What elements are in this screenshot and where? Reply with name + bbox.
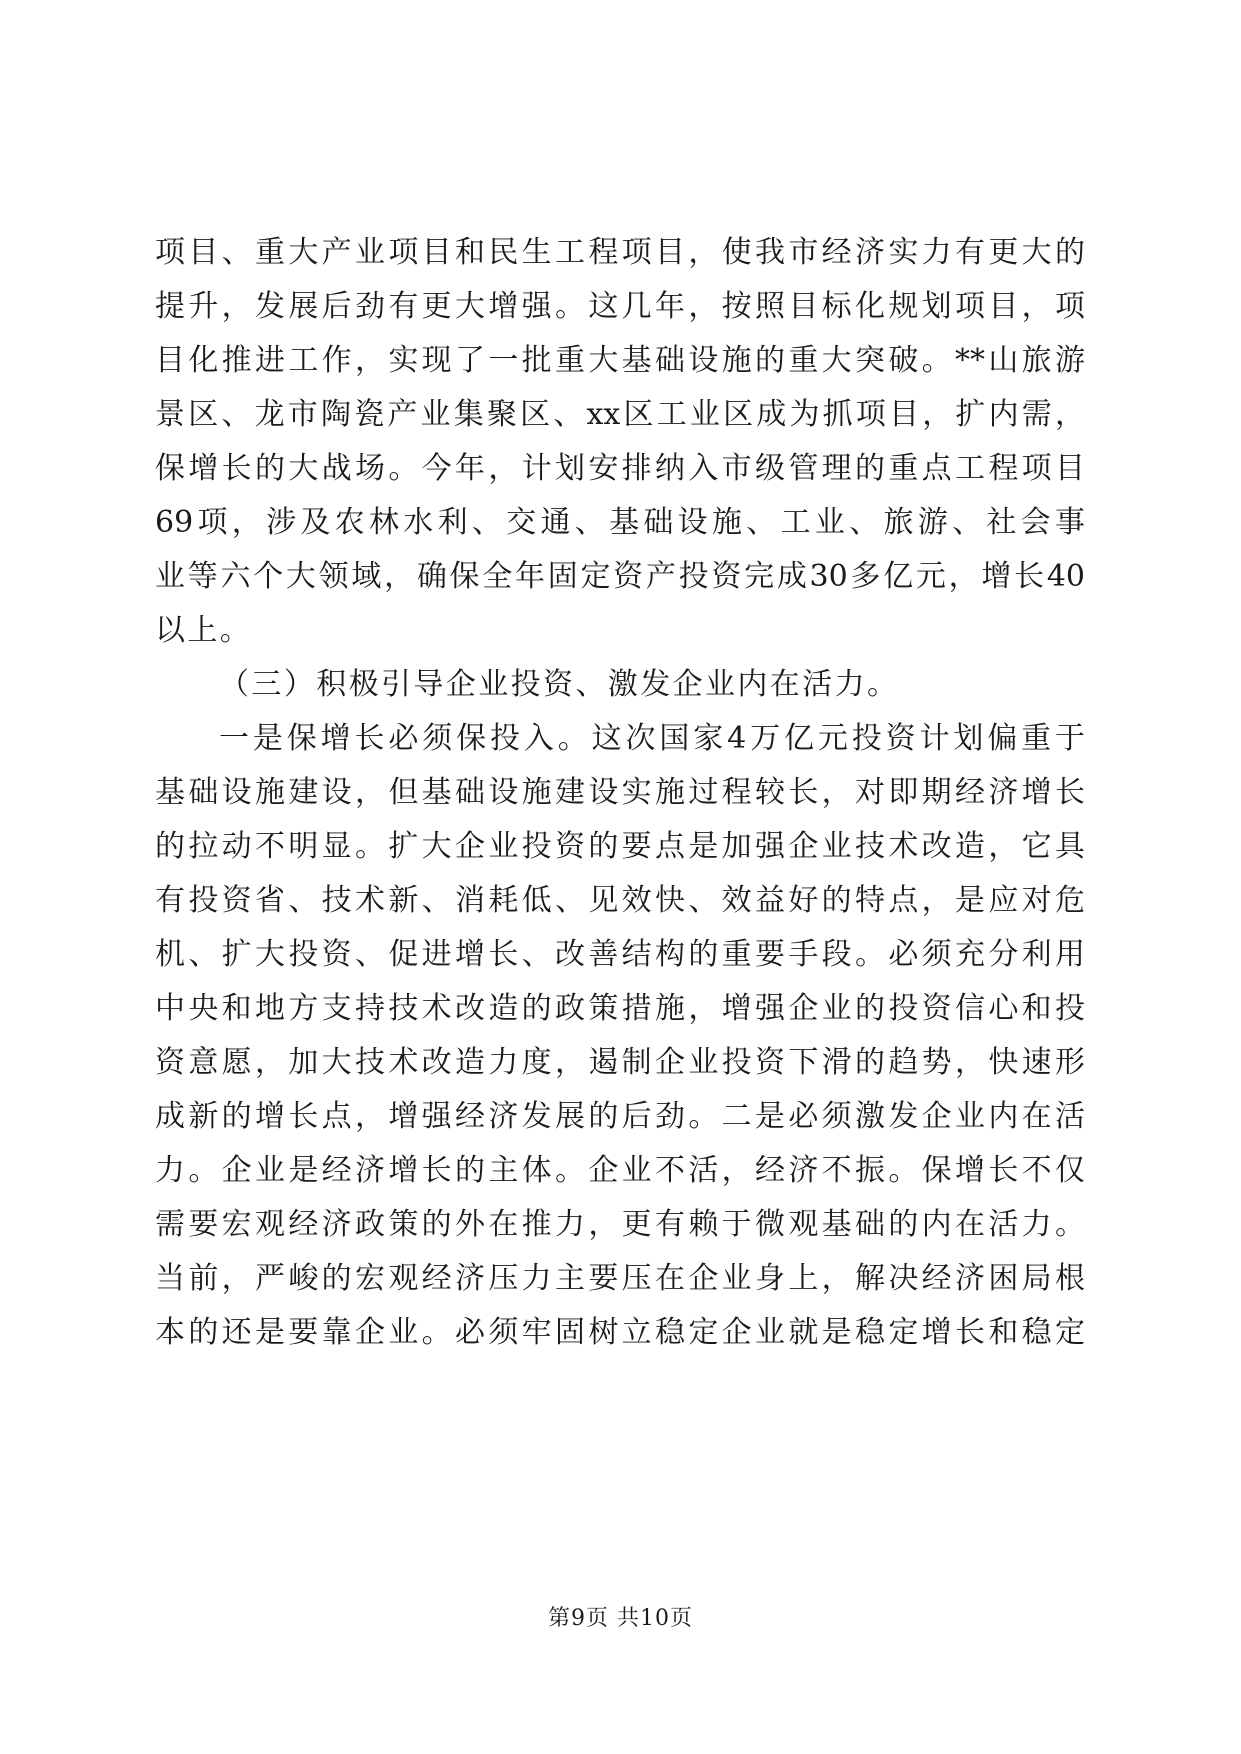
text-line: 成新的增长点，增强经济发展的后劲。二是必须激发企业内在活 xyxy=(155,1099,1085,1134)
text-line: 69项，涉及农林水利、交通、基础设施、工业、旅游、社会事 xyxy=(155,505,1085,540)
text-line: 力。企业是经济增长的主体。企业不活，经济不振。保增长不仅 xyxy=(155,1153,1085,1188)
text-line: 景区、龙市陶瓷产业集聚区、xx区工业区成为抓项目，扩内需， xyxy=(155,397,1085,432)
text-line: 基础设施建设，但基础设施建设实施过程较长，对即期经济增长 xyxy=(155,775,1085,810)
text-line: 当前，严峻的宏观经济压力主要压在企业身上，解决经济困局根 xyxy=(155,1261,1085,1296)
text-line: 提升，发展后劲有更大增强。这几年，按照目标化规划项目，项 xyxy=(155,289,1085,324)
text-line: 需要宏观经济政策的外在推力，更有赖于微观基础的内在活力。 xyxy=(155,1207,1085,1242)
text-line: 的拉动不明显。扩大企业投资的要点是加强企业技术改造，它具 xyxy=(155,829,1085,864)
text-line: （三）积极引导企业投资、激发企业内在活力。 xyxy=(219,667,900,702)
text-line: 本的还是要靠企业。必须牢固树立稳定企业就是稳定增长和稳定 xyxy=(155,1315,1085,1350)
text-line: 目化推进工作，实现了一批重大基础设施的重大突破。**山旅游 xyxy=(155,343,1085,378)
text-line: 以上。 xyxy=(155,613,253,648)
text-line: 机、扩大投资、促进增长、改善结构的重要手段。必须充分利用 xyxy=(155,937,1085,972)
text-line: 项目、重大产业项目和民生工程项目，使我市经济实力有更大的 xyxy=(155,235,1085,270)
text-line: 业等六个大领域，确保全年固定资产投资完成30多亿元，增长40 xyxy=(155,559,1085,594)
text-line: 有投资省、技术新、消耗低、见效快、效益好的特点，是应对危 xyxy=(155,883,1085,918)
page-footer: 第9页 共10页 xyxy=(548,1606,693,1631)
text-line: 一是保增长必须保投入。这次国家4万亿元投资计划偏重于 xyxy=(219,721,1085,756)
text-line: 中央和地方支持技术改造的政策措施，增强企业的投资信心和投 xyxy=(155,991,1085,1026)
body-text xyxy=(155,226,1085,1360)
text-line: 资意愿，加大技术改造力度，遏制企业投资下滑的趋势，快速形 xyxy=(155,1045,1085,1080)
text-line: 保增长的大战场。今年，计划安排纳入市级管理的重点工程项目 xyxy=(155,451,1085,486)
